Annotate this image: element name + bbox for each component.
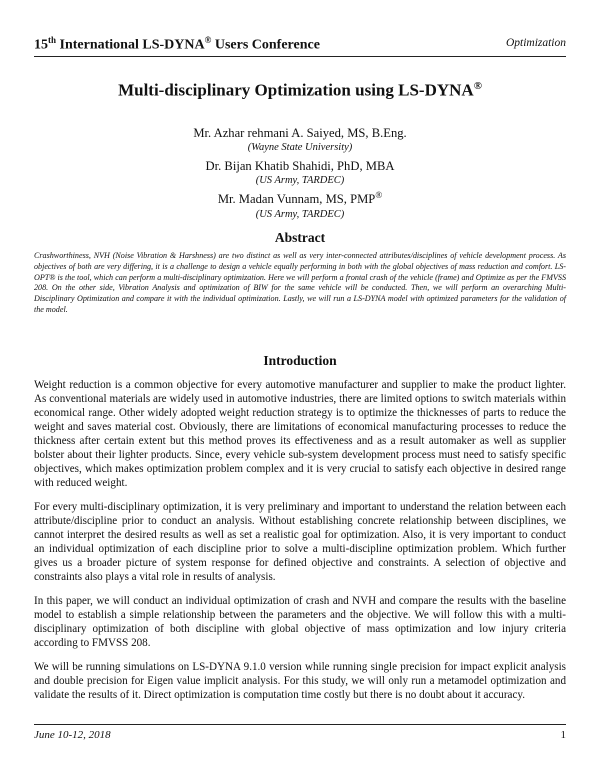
conference-title: 15th International LS-DYNA® Users Conference <box>34 35 320 53</box>
header-rule <box>34 56 566 57</box>
author-block <box>34 121 566 221</box>
author-1 <box>34 121 566 154</box>
introduction-heading: Introduction <box>263 353 337 368</box>
author-name: Dr. Bijan Khatib Shahidi, PhD, MBA <box>205 159 395 174</box>
footer-rule <box>34 724 566 725</box>
page-number: 1 <box>560 729 566 741</box>
author-affiliation: (Wayne State University) <box>247 142 353 154</box>
abstract-text: Crashworthiness, NVH (Noise Vibration & Harshness) are two distinct as well as very inter-connected attributes/disciplines of vehicle development process. As objectives of both are very differing, it is a challenge to design a vehicle equally performing in both with the global objectives of mass reduction and comfort. LS-OPT® is the tool, which can perform a multi-disciplinary optimization. Here we will perform a frontal crash of the vehicle (frame) and Optimize as per the FMVSS 208. On the other side, Vibration Analysis and optimization of BIW for the same vehicle will be conducted. Then, we will perform an overarching Multi-Disciplinary Optimization and compare it with the individual optimization. Lastly, we will run a LS-DYNA model with optimized parameters for the validation of the model. <box>34 251 566 314</box>
author-affiliation: (US Army, TARDEC) <box>255 208 345 220</box>
footer-date: June 10-12, 2018 <box>34 729 111 741</box>
paragraph: We will be running simulations on LS-DYNA 9.1.0 version while running single precision for impact explicit analysis and double precision for Eigen value implicit analysis. For this study, we will only run a metamodel optimization and validate the results of it. Direct optimization is computation time costly but there is no doubt about it accuracy. <box>34 661 566 701</box>
paragraph: For every multi-disciplinary optimization, it is very preliminary and important to understand the relation between each attribute/discipline prior to conduct an analysis. Without establishing concrete relationship between disciplines, we cannot interpret the desired results as well as set a realistic goal for optimization. Also, it is very important to conduct an individual optimization of each discipline prior to solve a multi-discipline optimization problem. Which further gives us a broader picture of system response for defined objective and constraints. A selection of objective and constraints also plays a vital role in results of analysis. <box>34 501 566 583</box>
abstract-heading: Abstract <box>274 230 326 245</box>
author-3 <box>34 187 566 220</box>
author-2 <box>34 154 566 187</box>
paragraph: In this paper, we will conduct an individual optimization of crash and NVH and compare the results with the baseline model to establish a simple relationship between the parameters and the objective. We will follow this with a multi-disciplinary optimization of both discipline with global objective of mass optimization and low injury criteria according to FMVSS 208. <box>34 595 566 649</box>
author-affiliation: (US Army, TARDEC) <box>255 175 345 187</box>
introduction-body <box>34 378 566 712</box>
author-name: Mr. Madan Vunnam, MS, PMP® <box>217 190 383 207</box>
running-header <box>34 35 566 53</box>
paragraph: Weight reduction is a common objective for every automotive manufacturer and supplier to make the product lighter. As conventional materials are widely used in automotive industries, there are limited options to switch materials within economical range. Other widely adopted weight reduction strategy is to optimize the thicknesses of parts to reduce the weight and saves material cost. Obviously, there are limitations of economical manufacturing processes to reduce the thickness after certain extent but this method proves its effectiveness and as a result automaker as well as supplier bolster about their lighter products. Since, every vehicle sub-system development process must need to satisfy specific objectives, which makes optimization problem complex and it is very crucial to satisfy each objective in desired range with reduced weight. <box>34 379 566 489</box>
author-name: Mr. Azhar rehmani A. Saiyed, MS, B.Eng. <box>193 126 407 141</box>
paper-title: Multi-disciplinary Optimization using LS-DYNA® <box>118 80 482 100</box>
section-label: Optimization <box>505 37 566 49</box>
